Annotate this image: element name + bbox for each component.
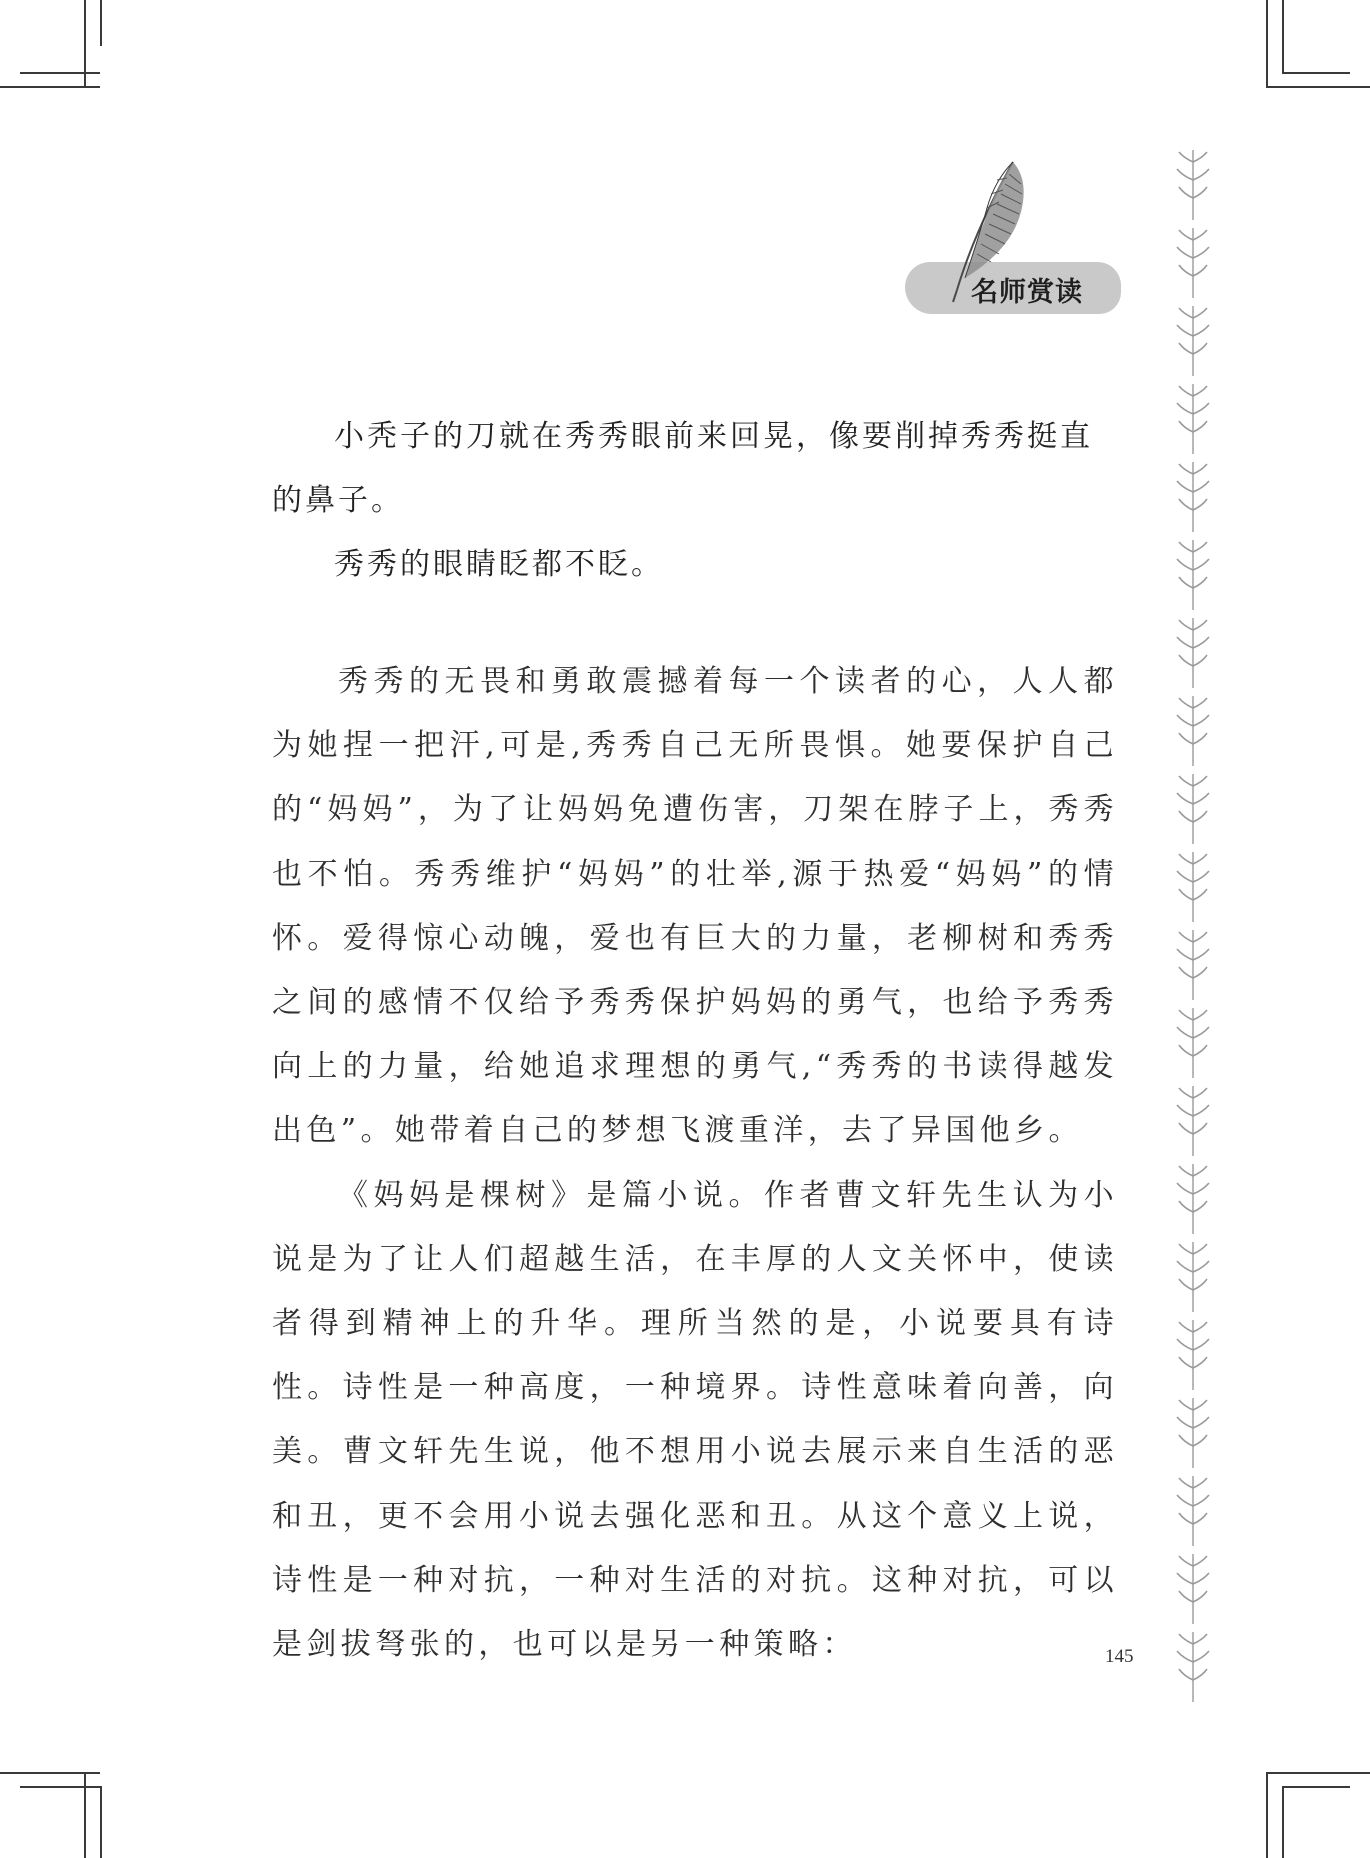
commentary-paragraph: 《妈妈是棵树》是篇小说。作者曹文轩先生认为小说是为了让人们超越生活，在丰厚的人文关怀中，使读者得到精神上的升华。理所当然的是，小说要具有诗性。诗性是一种高度，一种境界。诗性意味着向善，向美。曹文轩先生说，他不想用小说去展示来自生活的恶和丑，更不会用小说去强化恶和丑。从这个意义上说，诗性是一种对抗，一种对生活的对抗。这种对抗，可以是剑拔弩张的，也可以是另一种策略： [272,1177,1118,1663]
crop-mark-top-left-inner [100,0,102,46]
crop-mark-bottom-left-inner-h [20,1786,100,1788]
quote-paragraph: 小秃子的刀就在秀秀眼前来回晃，像要削掉秀秀挺直的鼻子。 [272,419,1093,518]
crop-mark-bottom-right-inner-h [1282,1786,1350,1788]
badge-title: 名师赏读 [971,277,1083,308]
quote-excerpt [272,405,1118,597]
crop-mark-top-right-inner-h [1282,72,1350,74]
vine-border-icon [1168,150,1218,1710]
crop-mark-top-left-inner-h [20,72,100,74]
crop-mark-top-right-inner [1282,0,1284,72]
crop-mark-bottom-right-vertical [1266,1772,1268,1858]
commentary-body [272,650,1118,1677]
page-number: 145 [1105,1646,1134,1667]
quote-paragraph: 秀秀的眼睛眨都不眨。 [334,547,664,582]
crop-mark-bottom-right-inner [1282,1786,1284,1858]
section-badge [905,150,1127,320]
commentary-paragraph: 秀秀的无畏和勇敢震撼着每一个读者的心，人人都为她捏一把汗,可是,秀秀自己无所畏惧。她要保护自己的“妈妈”，为了让妈妈免遭伤害，刀架在脖子上，秀秀也不怕。秀秀维护“妈妈”的壮举,源于热爱“妈妈”的情怀。爱得惊心动魄，爱也有巨大的力量，老柳树和秀秀之间的感情不仅给予秀秀保护妈妈的勇气，也给予秀秀向上的力量，给她追求理想的勇气,“秀秀的书读得越发出色”。她带着自己的梦想飞渡重洋，去了异国他乡。 [272,664,1118,1149]
crop-mark-bottom-right-horizontal [1266,1772,1370,1774]
crop-mark-bottom-left-vertical [84,1772,86,1858]
crop-mark-top-right-horizontal [1266,86,1370,88]
crop-mark-bottom-left-inner [100,1786,102,1858]
crop-mark-top-left-horizontal [0,86,100,88]
crop-mark-top-right-vertical [1266,0,1268,86]
